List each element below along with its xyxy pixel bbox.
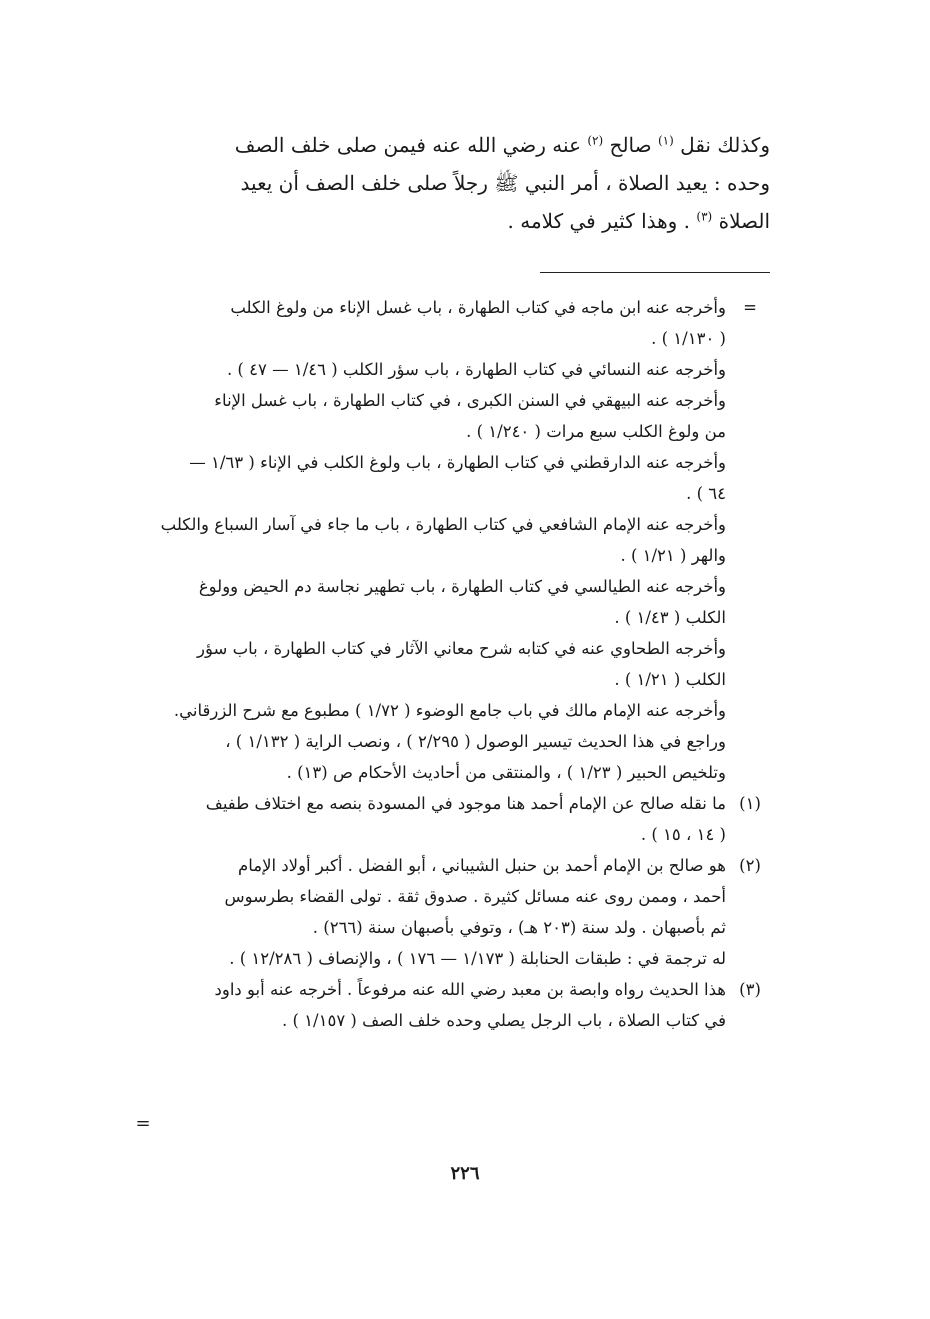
footnote-line: ( ١/١٣٠ ) .	[651, 329, 726, 348]
footnote-line: ما نقله صالح عن الإمام أحمد هنا موجود في المسودة بنصه مع اختلاف طفيف	[205, 794, 726, 813]
footnote-line: له ترجمة في : طبقات الحنابلة ( ١/١٧٣ — ١٧٦ ) ، والإنصاف ( ١٢/٢٨٦ ) .	[229, 949, 726, 968]
text-run: . وهذا كثير في كلامه .	[507, 209, 691, 233]
footnote-line: وتلخيص الحبير ( ١/٢٣ ) ، والمنتقى من أحاديث الأحكام ص (١٣) .	[286, 763, 726, 782]
text-run: وكذلك نقل	[680, 133, 770, 157]
continuation-marker: =	[743, 298, 757, 317]
numbered-footnotes	[128, 788, 770, 1036]
text-run: عنه رضي الله عنه فيمن صلى خلف الصف	[234, 133, 581, 157]
footnote-line: وأخرجه الطحاوي عنه في كتابه شرح معاني الآثار في كتاب الطهارة ، باب سؤر	[197, 639, 726, 658]
footnote-line: الكلب ( ١/٤٣ ) .	[614, 608, 726, 627]
footnote-line: هو صالح بن الإمام أحمد بن حنبل الشيباني ، أبو الفضل . أكبر أولاد الإمام	[238, 856, 726, 875]
continued-lines	[128, 292, 726, 788]
footnote-number: (٢)	[739, 856, 761, 875]
footnote-line: وأخرجه عنه الطيالسي في كتاب الطهارة ، باب تطهير نجاسة دم الحيض وولوغ	[198, 577, 726, 596]
page-number: ٢٢٦	[450, 1163, 480, 1184]
footnote-line: وأخرجه عنه النسائي في كتاب الطهارة ، باب سؤر الكلب ( ١/٤٦ — ٤٧ ) .	[226, 360, 726, 379]
footnote-line: ثم بأصبهان . ولد سنة (٢٠٣ هـ) ، وتوفي بأصبهان سنة (٢٦٦) .	[312, 918, 726, 937]
continues-marker: =	[135, 1113, 151, 1134]
footnote-line: وأخرجه عنه الدارقطني في كتاب الطهارة ، باب ولوغ الكلب في الإناء ( ١/٦٣ —	[189, 453, 726, 472]
text-run: الصلاة	[718, 209, 770, 233]
main-text-line	[128, 202, 770, 240]
main-text-line: وحده : يعيد الصلاة ، أمر النبي ﷺ رجلاً صلى خلف الصف أن يعيد	[240, 171, 770, 195]
footnote-line: وأخرجه عنه البيهقي في السنن الكبرى ، في كتاب الطهارة ، باب غسل الإناء	[214, 391, 726, 410]
footnote-line: وراجع في هذا الحديث تيسير الوصول ( ٢/٢٩٥ ) ، ونصب الراية ( ١/١٣٢ ) ،	[225, 732, 726, 751]
footnotes	[128, 292, 770, 1036]
footnote-line: أحمد ، وممن روى عنه مسائل كثيرة . صدوق ثقة . تولى القضاء بطرسوس	[224, 887, 726, 906]
footnote-item	[128, 850, 770, 974]
footnote-ref[interactable]: (١)	[657, 133, 674, 148]
footnote-ref[interactable]: (٣)	[696, 209, 713, 224]
footnote-ref[interactable]: (٢)	[587, 133, 604, 148]
main-text-line	[128, 126, 770, 164]
footnote-line: في كتاب الصلاة ، باب الرجل يصلي وحده خلف الصف ( ١/١٥٧ ) .	[282, 1011, 726, 1030]
footnote-line: وأخرجه عنه ابن ماجه في كتاب الطهارة ، باب غسل الإناء من ولوغ الكلب	[230, 298, 726, 317]
footnote-line: وأخرجه عنه الإمام مالك في باب جامع الوضوء ( ١/٧٢ ) مطبوع مع شرح الزرقاني.	[173, 701, 726, 720]
footnote-line: هذا الحديث رواه وابصة بن معبد رضي الله عنه مرفوعاً . أخرجه عنه أبو داود	[214, 980, 726, 999]
text-run: صالح	[603, 133, 652, 157]
main-text	[128, 126, 770, 240]
footnote-item	[128, 974, 770, 1036]
footnote-number: (٣)	[739, 980, 761, 999]
footnote-line: الكلب ( ١/٢١ ) .	[614, 670, 726, 689]
footnote-item	[128, 788, 770, 850]
footnote-line: والهر ( ١/٢١ ) .	[620, 546, 726, 565]
footnote-continued	[128, 292, 770, 788]
footnote-line: ( ١٤ ، ١٥ ) .	[640, 825, 726, 844]
footnote-number: (١)	[739, 794, 761, 813]
footnote-separator	[540, 272, 770, 273]
footnote-line: من ولوغ الكلب سبع مرات ( ١/٢٤٠ ) .	[466, 422, 726, 441]
footnote-line: وأخرجه عنه الإمام الشافعي في كتاب الطهارة ، باب ما جاء في آسار السباع والكلب	[160, 515, 726, 534]
footnote-line: ٦٤ ) .	[686, 484, 726, 503]
